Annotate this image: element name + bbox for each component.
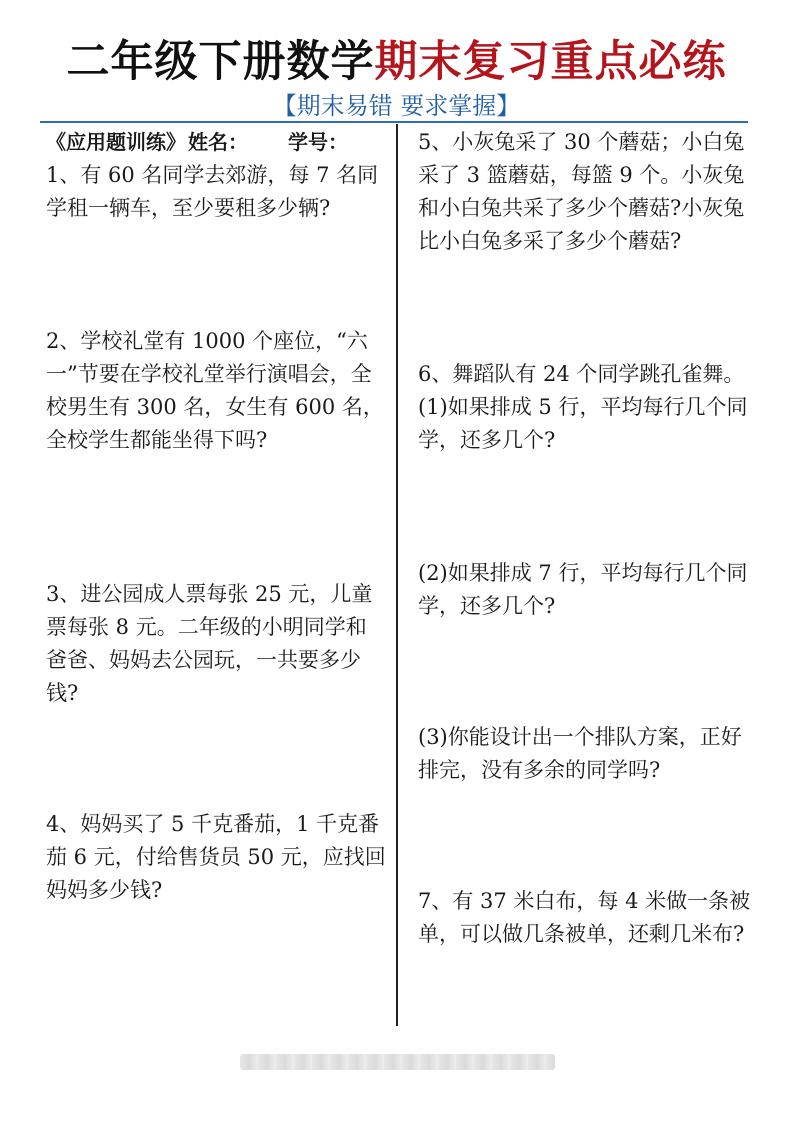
section-title: 《应用题训练》 [46, 130, 186, 154]
question-7: 7、有 37 米白布，每 4 米做一条被单，可以做几条被单，还剩几米布? [418, 889, 751, 946]
worksheet-header [46, 126, 386, 159]
question-4: 4、妈妈买了 5 千克番茄，1 千克番茄 6 元，付给售货员 50 元，应找回妈妈多少钱? [46, 812, 386, 902]
question-6-part-1: (1)如果排成 5 行，平均每行几个同学，还多几个? [418, 395, 748, 452]
right-column [418, 126, 758, 951]
page-subtitle: 【期末易错 要求掌握】 [272, 92, 521, 120]
title-black-part: 二年级下册数学 [66, 37, 375, 87]
blurred-watermark [240, 1054, 555, 1070]
question-5: 5、小灰兔采了 30 个蘑菇；小白兔采了 3 篮蘑菇，每篮 9 个。小灰兔和小白兔共采了多少个蘑菇?小灰兔比小白兔多采了多少个蘑菇? [418, 130, 745, 253]
column-divider [396, 124, 398, 1026]
question-6-part-2: (2)如果排成 7 行，平均每行几个同学，还多几个? [418, 561, 748, 618]
name-label: 姓名： [188, 130, 248, 154]
question-2: 2、学校礼堂有 1000 个座位，“六一”节要在学校礼堂举行演唱会，全校男生有 300 名，女生有 600 名，全校学生都能坐得下吗? [46, 329, 384, 452]
question-1: 1、有 60 名同学去郊游，每 7 名同学租一辆车，至少要租多少辆? [46, 163, 379, 220]
header-rule [40, 121, 748, 123]
question-3: 3、进公园成人票每张 25 元，儿童票每张 8 元。二年级的小明同学和爸爸、妈妈去公园玩，一共要多少钱? [46, 582, 373, 705]
left-column [46, 126, 386, 907]
question-6-part-3: (3)你能设计出一个排队方案，正好排完，没有多余的同学吗? [418, 725, 742, 782]
student-id-label: 学号： [288, 130, 348, 154]
question-6: 6、舞蹈队有 24 个同学跳孔雀舞。 [418, 362, 745, 386]
title-red-part: 期末复习重点必练 [374, 37, 727, 87]
page-title [0, 32, 793, 92]
